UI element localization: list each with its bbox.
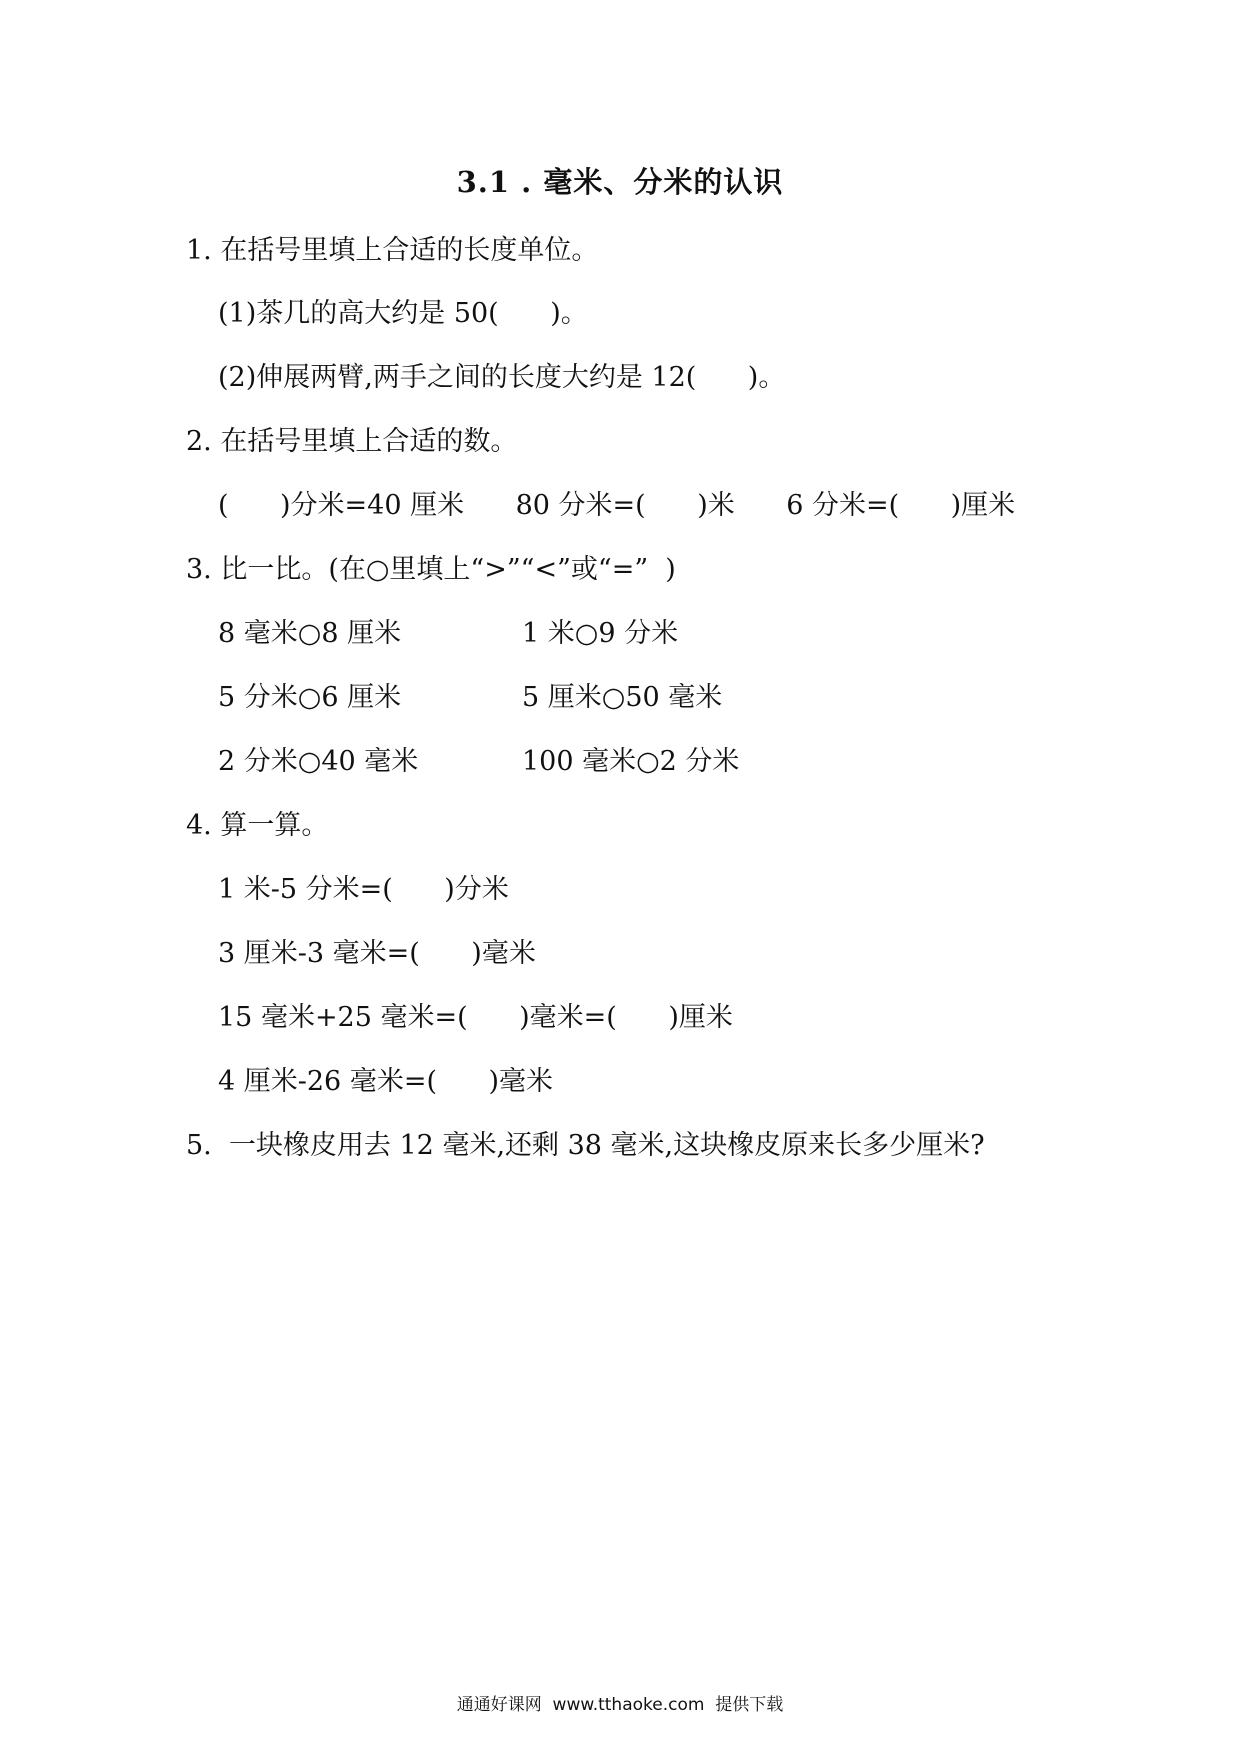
question-1-item-1: (1)茶几的高大约是 50( )。 <box>218 298 588 329</box>
question-1-stem: 1. 在括号里填上合适的长度单位。 <box>186 235 599 266</box>
question-4-stem: 4. 算一算。 <box>186 810 329 841</box>
question-4-item-4: 4 厘米-26 毫米=( )毫米 <box>218 1066 554 1097</box>
question-5-stem: 5. 一块橡皮用去 12 毫米,还剩 38 毫米,这块橡皮原来长多少厘米? <box>186 1130 985 1161</box>
question-4-item-2: 3 厘米-3 毫米=( )毫米 <box>218 938 536 969</box>
question-4-item-1: 1 米-5 分米=( )分米 <box>218 874 509 905</box>
footer-credit: 通通好课网 www.tthaoke.com 提供下载 <box>456 1695 784 1715</box>
question-2-stem: 2. 在括号里填上合适的数。 <box>186 426 518 457</box>
question-2-line: ( )分米=40 厘米 80 分米=( )米 6 分米=( )厘米 <box>218 490 1016 521</box>
question-1-item-2: (2)伸展两臂,两手之间的长度大约是 12( )。 <box>218 362 786 393</box>
page-title: 3.1 . 毫米、分米的认识 <box>456 165 784 199</box>
question-3-row-2-left: 5 分米○6 厘米 <box>218 682 402 713</box>
question-3-stem: 3. 比一比。(在○里填上“>”“<”或“=” ) <box>186 554 676 585</box>
question-3-row-2-right: 5 厘米○50 毫米 <box>522 682 723 713</box>
question-3-row-3-right: 100 毫米○2 分米 <box>522 746 740 777</box>
question-4-item-3: 15 毫米+25 毫米=( )毫米=( )厘米 <box>218 1002 733 1033</box>
question-3-row-1-left: 8 毫米○8 厘米 <box>218 618 402 649</box>
question-3-row-1-right: 1 米○9 分米 <box>522 618 679 649</box>
question-3-row-3-left: 2 分米○40 毫米 <box>218 746 419 777</box>
